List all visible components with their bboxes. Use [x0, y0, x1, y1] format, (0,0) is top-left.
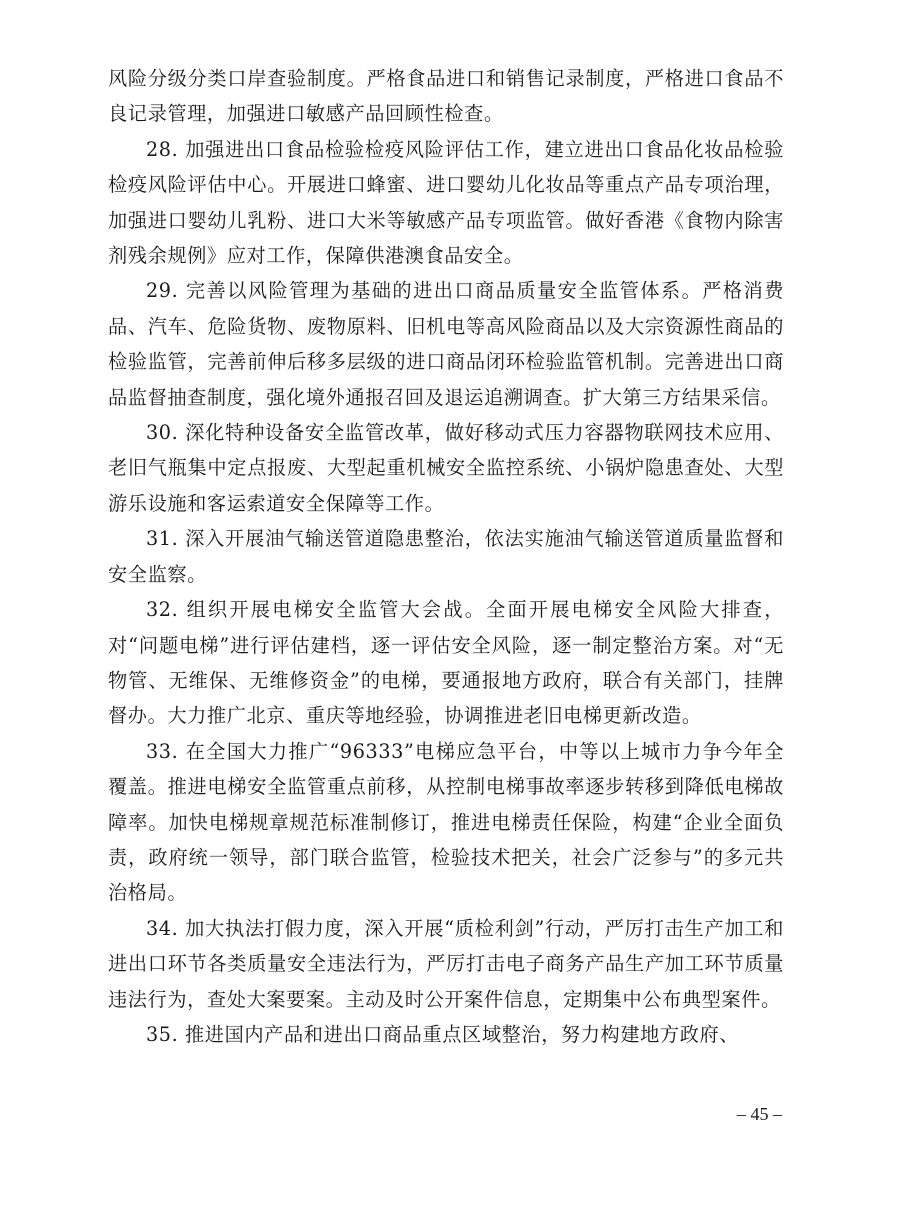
document-page — [108, 61, 784, 1052]
paragraph-item-34: 34. 加大执法打假力度，深入开展“质检利剑”行动，严厉打击生产加工和进出口环节各类质量安全违法行为，严厉打击电子商务产品生产加工环节质量违法行为，查处大案要案。主动及时公开案件信息，定期集中公布典型案件。 — [108, 916, 784, 1011]
paragraph-item-35: 35. 推进国内产品和进出口商品重点区域整治，努力构建地方政府、 — [146, 1022, 740, 1046]
paragraph-item-32: 32. 组织开展电梯安全监管大会战。全面开展电梯安全风险大排查，对“问题电梯”进行评估建档，逐一评估安全风险，逐一制定整治方案。对“无物管、无维保、无维修资金”的电梯，要通报地方政府，联合有关部门，挂牌督办。大力推广北京、重庆等地经验，协调推进老旧电梯更新改造。 — [108, 598, 784, 728]
paragraph-item-31: 31. 深入开展油气输送管道隐患整治，依法实施油气输送管道质量监督和安全监察。 — [108, 527, 784, 586]
paragraph-continuation: 风险分级分类口岸查验制度。严格食品进口和销售记录制度，严格进口食品不良记录管理，加强进口敏感产品回顾性检查。 — [108, 67, 784, 126]
paragraph-item-28: 28. 加强进出口食品检验检疫风险评估工作，建立进出口食品化妆品检验检疫风险评估中心。开展进口蜂蜜、进口婴幼儿化妆品等重点产品专项治理，加强进口婴幼儿乳粉、进口大米等敏感产品专项监管。做好香港《食物内除害剂残余规例》应对工作，保障供港澳食品安全。 — [108, 137, 784, 268]
page-number: – 45 – — [737, 1104, 782, 1124]
paragraph-item-29: 29. 完善以风险管理为基础的进出口商品质量安全监管体系。严格消费品、汽车、危险货物、废物原料、旧机电等高风险商品以及大宗资源性商品的检验监管，完善前伸后移多层级的进口商品闭环检验监管机制。完善进出口商品监督抽查制度，强化境外通报召回及退运追溯调查。扩大第三方结果采信。 — [108, 279, 784, 409]
paragraph-item-33: 33. 在全国大力推广“96333”电梯应急平台，中等以上城市力争今年全覆盖。推进电梯安全监管重点前移，从控制电梯事故率逐步转移到降低电梯故障率。加快电梯规章规范标准制修订，推进电梯责任保险，构建“企业全面负责，政府统一领导，部门联合监管，检验技术把关，社会广泛参与”的多元共治格局。 — [108, 739, 784, 905]
paragraph-item-30: 30. 深化特种设备安全监管改革，做好移动式压力容器物联网技术应用、老旧气瓶集中定点报废、大型起重机械安全监控系统、小锅炉隐患查处、大型游乐设施和客运索道安全保障等工作。 — [108, 421, 784, 515]
